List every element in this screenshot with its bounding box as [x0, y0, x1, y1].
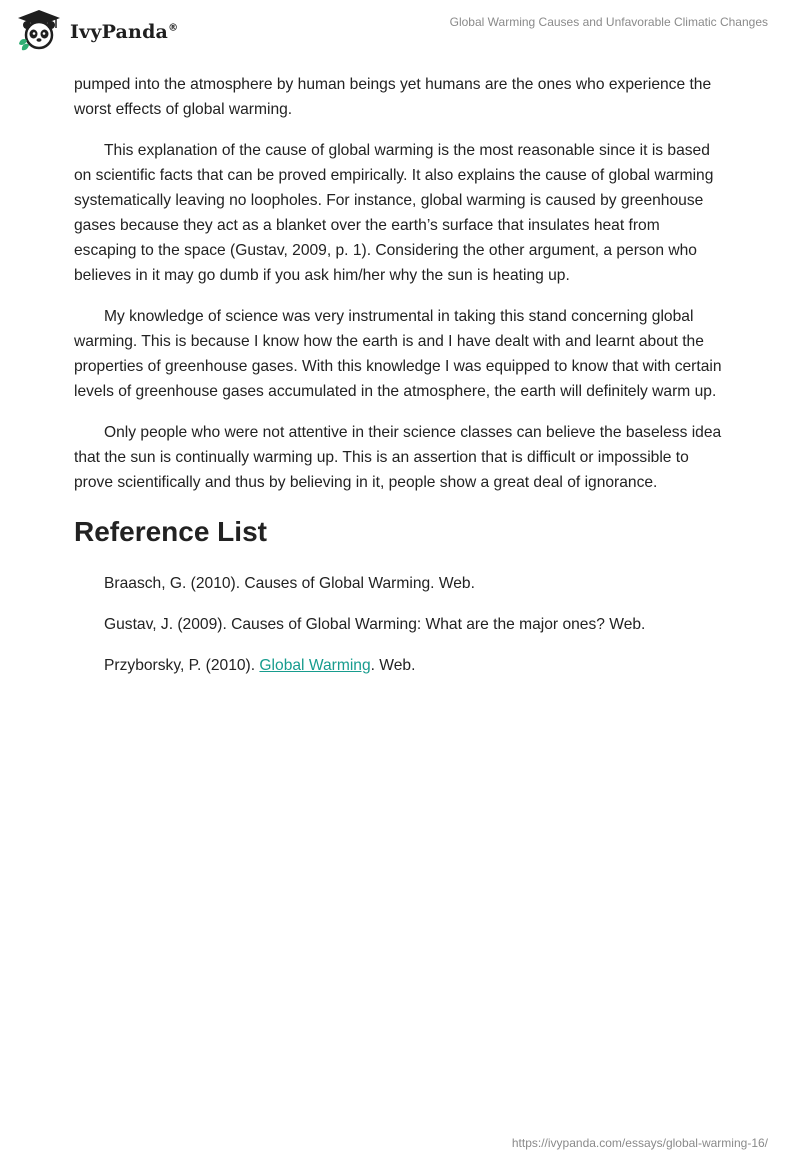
reference-list-heading: Reference List: [74, 516, 267, 547]
page-header: [0, 0, 800, 60]
paragraph: This explanation of the cause of global warming is the most reasonable since it is based on scientific facts that can be proved empirically. It also explains the cause of global warming systematically leaving no loopholes. For instance, global warming is caused by greenhouse gases because they act as a blanket over the earth’s surface that insulates heat from escaping to the space (Gustav, 2009, p. 1). Considering the other argument, a person who believes in it may go dumb if you ask him/her why the sun is heating up.: [74, 142, 714, 284]
reference-item: [104, 653, 726, 678]
paragraph: Only people who were not attentive in their science classes can believe the baseless idea that the sun is continually warming up. This is an assertion that is difficult or impossible to prove scientifically and thus by believing in it, people show a great deal of ignorance.: [74, 424, 722, 491]
reference-suffix: . Web.: [370, 657, 416, 674]
reference-item: Braasch, G. (2010). Causes of Global Warming. Web.: [104, 575, 475, 592]
footer-url[interactable]: https://ivypanda.com/essays/global-warming-16/: [511, 1136, 768, 1150]
ivypanda-logo[interactable]: [16, 8, 178, 52]
paragraph: My knowledge of science was very instrumental in taking this stand concerning global warming. This is because I know how the earth is and I have dealt with and learnt about the properties of greenhouse gases. With this knowledge I was equipped to know that with certain levels of greenhouse gases accumulated in the atmosphere, the earth will definitely warm up.: [74, 308, 722, 400]
document-title: Global Warming Causes and Unfavorable Climatic Changes: [449, 15, 768, 29]
brand-name: IvyPanda®: [70, 21, 179, 43]
essay-content: [74, 72, 726, 694]
reference-prefix: Przyborsky, P. (2010).: [104, 657, 260, 674]
reference-item: Gustav, J. (2009). Causes of Global Warming: What are the major ones? Web.: [104, 616, 646, 633]
paragraph-continuation: pumped into the atmosphere by human beings yet humans are the ones who experience the worst effects of global warming.: [74, 76, 712, 118]
reference-list: [74, 571, 726, 678]
global-warming-link[interactable]: Global Warming: [259, 657, 371, 674]
panda-graduate-icon: [16, 8, 62, 52]
